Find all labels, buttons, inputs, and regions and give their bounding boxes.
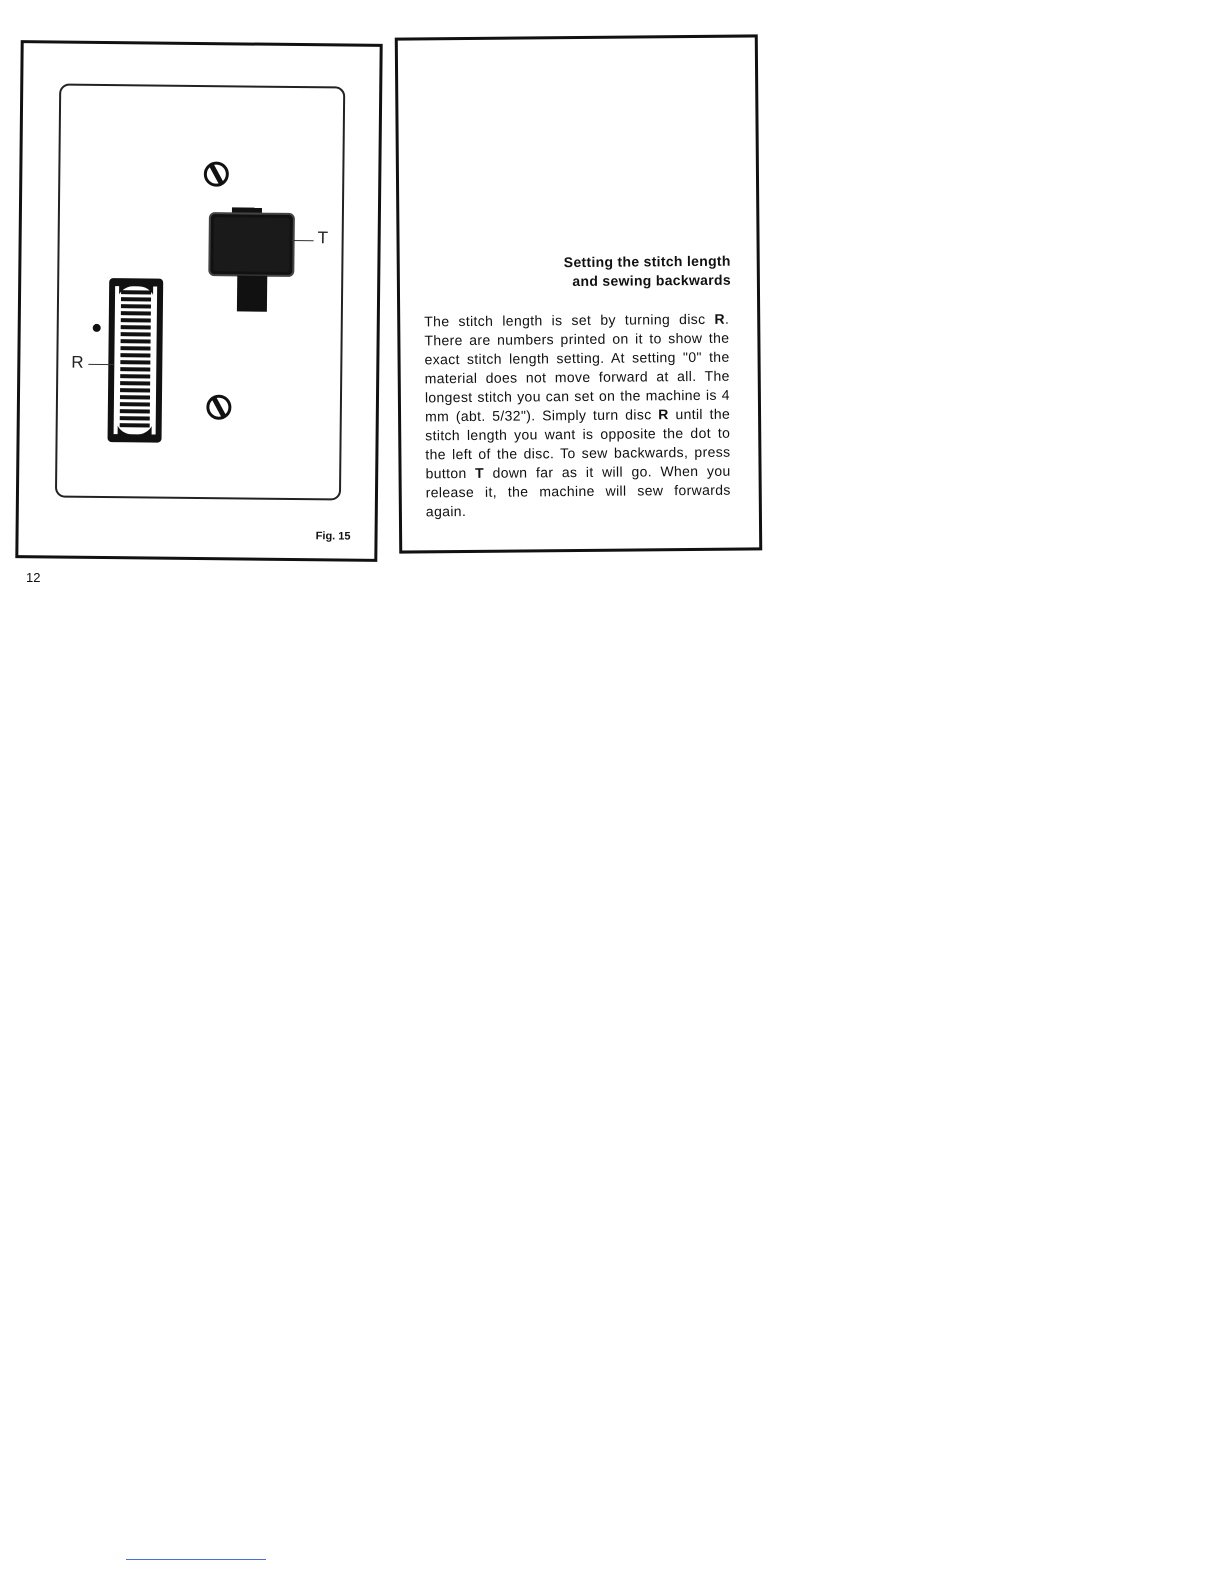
body-text-4: down far as it will go. When you release it, the machine will sew forwards again. [425, 462, 731, 520]
text-panel [395, 34, 762, 553]
callout-line-t [292, 240, 314, 241]
callout-t: T [317, 228, 329, 248]
body-ref-r-1: R [714, 310, 726, 327]
body-text-2: . There are numbers printed on it to show the exact stitch length setting. At setting "0" the material does not move forward at all. The longest stitch you can set on the machine is 4 mm (abt. 5/32"). Simply turn disc [424, 310, 730, 425]
reverse-button-t-illustration [203, 205, 300, 316]
figure-panel [15, 40, 382, 562]
callout-r: R [71, 352, 84, 372]
top-screw-icon [202, 160, 230, 188]
figure-caption: Fig. 15 [315, 530, 351, 543]
bottom-rule [126, 1559, 266, 1560]
body-text-1: The stitch length is set by turning disc [424, 310, 715, 330]
stitch-length-disc-r [105, 276, 165, 445]
body-ref-t: T [475, 464, 485, 481]
heading-line-2: and sewing backwards [572, 271, 731, 290]
section-heading [564, 252, 731, 291]
heading-line-1: Setting the stitch length [563, 252, 731, 271]
body-paragraph [424, 310, 731, 522]
bottom-screw-icon [205, 393, 233, 421]
reference-dot [93, 324, 101, 332]
body-text-3: until the stitch length you want is opposite the dot to the left of the disc. To sew backwards, press button [425, 405, 731, 482]
machine-plate [55, 84, 345, 501]
body-ref-r-2: R [658, 406, 669, 423]
page-number: 12 [26, 570, 41, 585]
